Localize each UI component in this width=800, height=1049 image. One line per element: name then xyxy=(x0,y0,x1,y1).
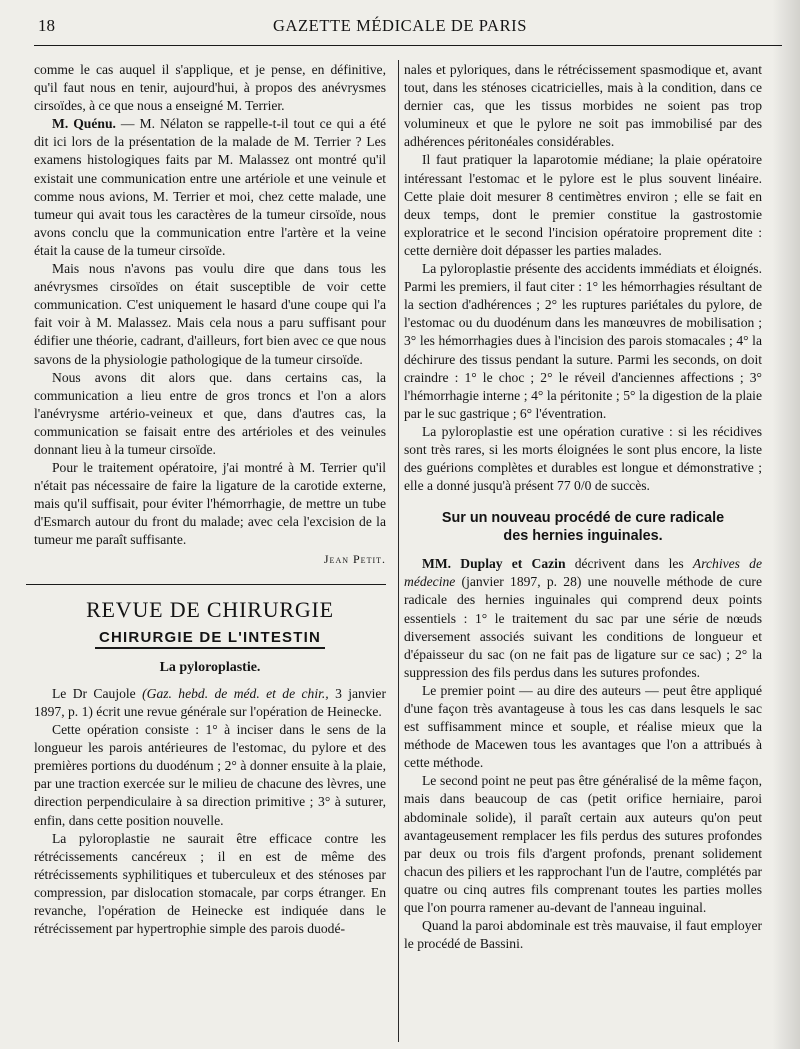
paragraph-text: 3 janvier 1897, p. 1) écrit une revue générale sur l'opération de Heinecke. xyxy=(34,685,386,719)
paragraph: La pyloroplastie ne saurait être efficace contre les rétrécissements cancéreux ; il en est de même des rétrécissements syphilitiques et tuberculeux et des sténoses par compression, par dislocation stomacale, par corps étranger. En revanche, l'opération de Heinecke est indiquée dans le rétrécissement par hypertrophie simple des parois duodé- xyxy=(34,830,386,937)
paragraph: La pyloroplastie est une opération curative : si les récidives sont très rares, si les morts éloignées le sont plus encore, la liste des guérions complètes et durables est longue et démonstrative ; elle a donné jusqu'à présent 77 0/0 de succès. xyxy=(404,423,762,494)
speaker-name: M. Quénu. xyxy=(52,116,116,132)
paragraph: Il faut pratiquer la laparotomie médiane; la plaie opératoire intéressant l'estomac et le pylore est le plus souvent linéaire. Cette plaie doit mesurer 8 centimètres environ ; elle se fait en deux temps, dont le premier constitue la gastrostomie exploratrice et le second l'incision opératoire proprement dite : cette dernière doit dépasser les parties malades. xyxy=(404,152,762,258)
paragraph-text: — M. Nélaton se rappelle-t-il tout ce qui a été dit ici lors de la présentation de la malade de M. Terrier ? Les examens histologiques faits par M. Malassez ont montré qu'il existait une communication entre une artériole et une veinule et comme nous avions, M. Terrier et moi, chez cette malade, une tumeur qui avait tous les caractères de la tumeur cirsoïde, nous avons conclu que la communication entre l'artère et la veine était la cause de la tumeur cirsoïde. xyxy=(34,116,386,258)
article-title xyxy=(404,509,762,545)
subsection-title xyxy=(34,629,386,647)
paragraph xyxy=(404,555,762,682)
reference: Archives de médecine xyxy=(404,556,762,590)
paragraph: comme le cas auquel il s'applique, et je pense, en définitive, qu'il faut nous en tenir, aujourd'hui, à propos des anévrysmes cirsoïdes, à ce que nous a enseigné M. Terrier. xyxy=(34,62,386,114)
paragraph: Quand la paroi abdominale est très mauvaise, il faut employer le procédé de Bassini. xyxy=(404,918,762,952)
paragraph: Le premier point — au dire des auteurs — peut être appliqué d'une façon très avantageuse à tous les cas dans lesquels le sac est suffisamment mince et souple, et réalise mieux que la méthode de Macewen tous les avantages que l'on a attribués à cette méthode. xyxy=(404,682,762,771)
page-header xyxy=(0,14,800,38)
reference: (Gaz. hebd. de méd. et de chir., xyxy=(142,685,329,701)
left-column xyxy=(34,61,386,938)
paragraph: Mais nous n'avons pas voulu dire que dans tous les anévrysmes cirsoïdes on était susceptible de voir cette communication. C'est uniquement le hasard d'une coupe qui l'a fait voir à M. Malassez. Mais cela nous a paru suffisant pour édifier une théorie, cadrant, d'ailleurs, fort bien avec ce que nous savons de la physiologie pathologique de la tumeur cirsoïde. xyxy=(34,261,386,367)
author-names: MM. Duplay et Cazin xyxy=(422,556,566,572)
page-number: 18 xyxy=(38,16,55,35)
right-column xyxy=(404,61,762,953)
paragraph xyxy=(34,115,386,260)
paragraph xyxy=(34,685,386,721)
paragraph: Nous avons dit alors que. dans certains cas, la communication a lieu entre de gros troncs et l'on a alors l'anévrysme artério-veineux et que, dans d'autres cas, la communication se faisait entre des artérioles et des veinules donnant lieu à la tumeur cirsoïde. xyxy=(34,369,386,457)
paragraph: La pyloroplastie présente des accidents immédiats et éloignés. Parmi les premiers, il faut citer : 1° les hémorrhagies résultant de la section d'adhérences ; 2° les ruptures pariétales du pylore, de l'estomac ou du duodénum dans les manœuvres de mobilisation ; 3° les hémorrhagies dues à l'incision des parois stomacales ; 4° la déchirure des tissus pendant la suture. Parmi les seconds, on doit craindre : 1° le choc ; 2° le réveil d'anciennes affections ; 3° l'hémorrhagie interne ; 4° la péritonite ; 5° la digestion de la plaie par le suc gastrique ; 6° l'éventration. xyxy=(404,261,762,421)
article-title-line: des hernies inguinales. xyxy=(503,528,663,545)
subsection-title-text: CHIRURGIE DE L'INTESTIN xyxy=(95,629,325,649)
author-name: Le Dr Caujole xyxy=(52,685,136,701)
journal-title: GAZETTE MÉDICALE DE PARIS xyxy=(272,16,528,35)
paragraph-text: décrivent dans les xyxy=(565,556,693,572)
signature: Jean Petit. xyxy=(323,551,386,566)
paragraph: Cette opération consiste : 1° à inciser dans le sens de la longueur les parois antérieures de l'estomac, du pylore et des premières portions du duodénum ; 2° à donner ensuite à la plaie, par une traction exercée sur le milieu de chacune des lèvres, une direction perpendiculaire à sa direction primitive ; 3° à suturer, enfin, dans cette position nouvelle. xyxy=(34,722,386,828)
column-divider xyxy=(398,60,399,1042)
page-edge-shadow xyxy=(772,0,800,1049)
article-title: La pyloroplastie. xyxy=(159,659,261,675)
paragraph: Pour le traitement opératoire, j'ai montré à M. Terrier qu'il n'était pas nécessaire de faire la ligature de la carotide externe, mais qu'il suffisait, pour éviter l'hémorrhagie, de mettre un tube d'Esmarch autour du front du malade; avec cela l'excision de la tumeur me paraît suffisante. xyxy=(34,460,386,548)
section-divider xyxy=(26,584,386,585)
paragraph-text: (janvier 1897, p. 28) une nouvelle méthode de cure radicale des hernies inguinales qui comprend deux points essentiels : 1° le traitement du sac par une série de nœuds diversement associés suivant les conditions de longueur et d'épaisseur du sac (on ne fait pas de ligature sur ce sac) ; 2° la suppression des fils perdus dans les sutures profondes. xyxy=(404,574,762,680)
paragraph: nales et pyloriques, dans le rétrécissement spasmodique et, avant tout, dans les sténoses cicatricielles, mais à la condition, dans ce dernier cas, que les tissus morbides ne soient pas trop volumineux et que le pylore ne soit pas immobilisé par des adhérences péritonéales considérables. xyxy=(404,62,762,150)
header-rule xyxy=(34,45,782,46)
section-title: REVUE DE CHIRURGIE xyxy=(86,596,334,622)
article-title-line: Sur un nouveau procédé de cure radicale xyxy=(441,510,725,527)
paragraph: Le second point ne peut pas être généralisé de la même façon, mais dans beaucoup de cas (petit orifice herniaire, paroi abdominale solide), il paraît certain aux auteurs qu'on peut avantageusement remplacer les fils perdus des sutures profondes par deux ou trois fils d'argent profonds, prenant solidement chacun des piliers et les rapprochant l'un de l'autre, complétés par quatre ou cinq autres fils comprenant toutes les parties molles que l'on pourra ramener au-devant de l'anneau inguinal. xyxy=(404,773,762,916)
